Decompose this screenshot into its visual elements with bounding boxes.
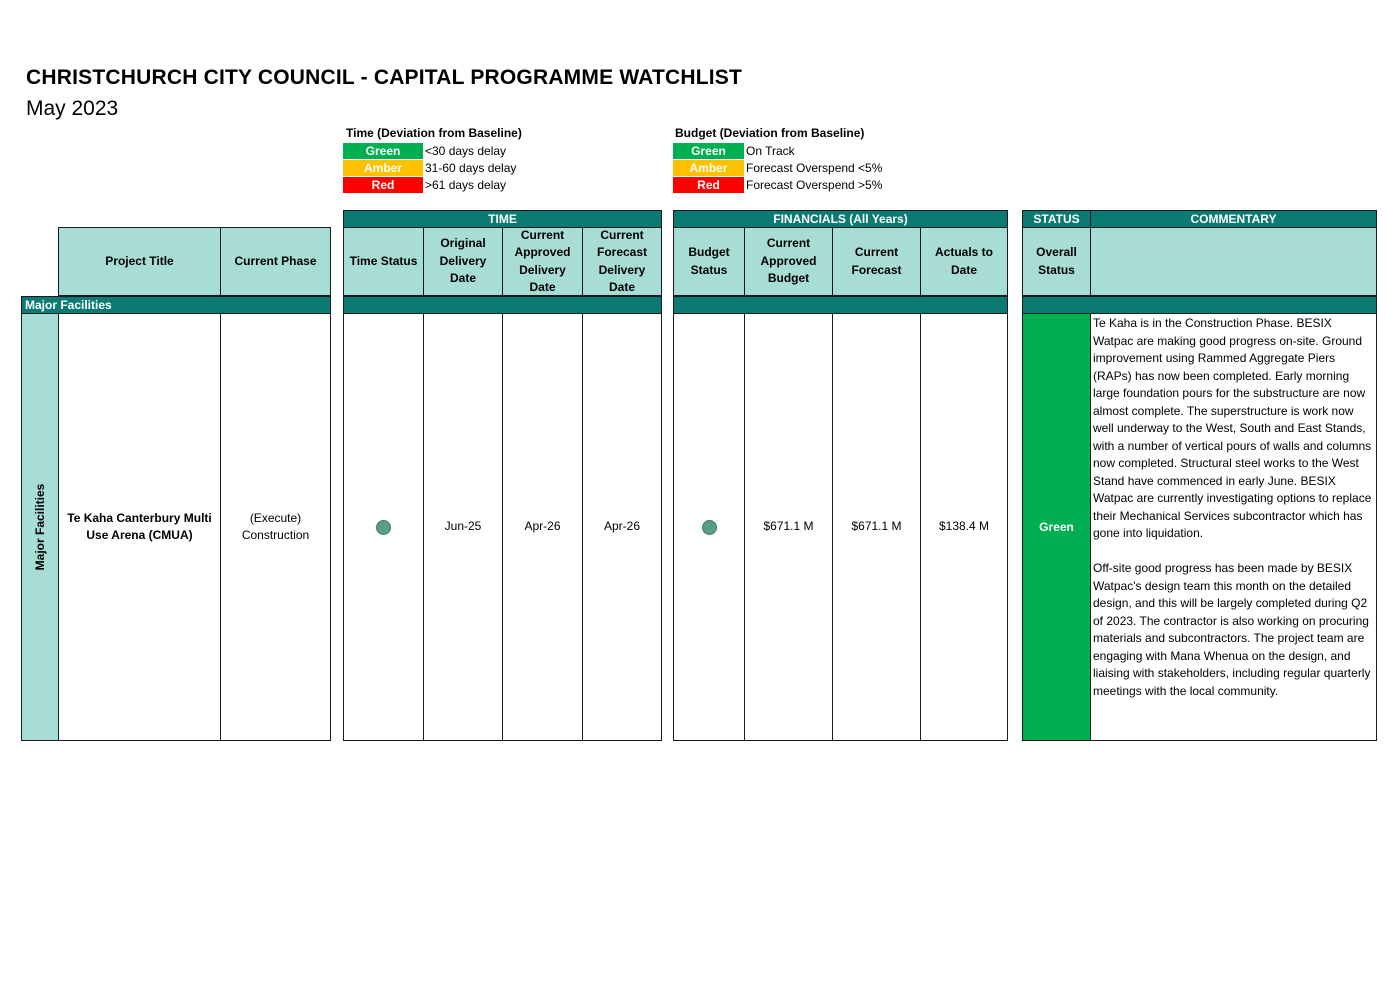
header-original-delivery-date: Original Delivery Date xyxy=(423,227,503,296)
commentary-band: COMMENTARY xyxy=(1090,210,1377,228)
status-band: STATUS xyxy=(1022,210,1091,228)
time-band: TIME xyxy=(343,210,662,228)
header-current-approved-budget: Current Approved Budget xyxy=(744,227,833,296)
cell-current-approved-budget: $671.1 M xyxy=(744,313,833,741)
time-status-indicator-icon xyxy=(376,520,391,535)
time-legend-red-desc: >61 days delay xyxy=(425,178,507,192)
section-vertical-label: Major Facilities xyxy=(33,483,47,571)
cell-original-delivery-date: Jun-25 xyxy=(423,313,503,741)
header-current-approved-delivery-date: Current Approved Delivery Date xyxy=(502,227,583,296)
header-actuals-to-date: Actuals to Date xyxy=(920,227,1008,296)
section-band-major-facilities: Major Facilities xyxy=(21,296,331,314)
header-budget-status: Budget Status xyxy=(673,227,745,296)
budget-legend-red-swatch: Red xyxy=(673,177,744,193)
budget-legend-title: Budget (Deviation from Baseline) xyxy=(675,126,865,140)
budget-legend-red-desc: Forecast Overspend >5% xyxy=(746,178,883,192)
cell-overall-status: Green xyxy=(1022,313,1091,741)
cell-current-forecast-delivery-date: Apr-26 xyxy=(582,313,662,741)
header-time-status: Time Status xyxy=(343,227,424,296)
cell-commentary xyxy=(1090,313,1377,741)
budget-status-indicator-icon xyxy=(702,520,717,535)
cell-actuals-to-date: $138.4 M xyxy=(920,313,1008,741)
cell-current-phase: (Execute) Construction xyxy=(220,313,331,741)
time-legend-amber-swatch: Amber xyxy=(343,160,423,176)
commentary-paragraph-2: Off-site good progress has been made by BESIX Watpac's design team this month on the detailed design, and this will be largely completed during Q2 of 2023. The contractor is also working on procuring materials and subcontractors. The project team are engaging with Mana Whenua on the design, and liaising with stakeholders, including regular quarterly meetings with the local community. xyxy=(1093,561,1371,698)
header-current-phase: Current Phase xyxy=(220,227,331,296)
budget-legend-amber-swatch: Amber xyxy=(673,160,744,176)
cell-budget-status xyxy=(673,313,745,741)
header-current-forecast-delivery-date: Current Forecast Delivery Date xyxy=(582,227,662,296)
cell-project-title: Te Kaha Canterbury Multi Use Arena (CMUA) xyxy=(58,313,221,741)
cell-current-forecast: $671.1 M xyxy=(832,313,921,741)
budget-legend-amber-desc: Forecast Overspend <5% xyxy=(746,161,883,175)
section-band-financials xyxy=(673,296,1008,314)
budget-legend-green-desc: On Track xyxy=(746,144,795,158)
budget-legend-green-swatch: Green xyxy=(673,143,744,159)
header-commentary-blank xyxy=(1090,227,1377,296)
time-legend-title: Time (Deviation from Baseline) xyxy=(346,126,522,140)
time-legend-green-desc: <30 days delay xyxy=(425,144,507,158)
time-legend-amber-desc: 31-60 days delay xyxy=(425,161,517,175)
section-band-status-commentary xyxy=(1022,296,1377,314)
page-subtitle: May 2023 xyxy=(26,97,119,120)
commentary-paragraph-1: Te Kaha is in the Construction Phase. BESIX Watpac are making good progress on-site. Ground improvement using Rammed Aggregate Piers (RAPs) has now been completed. Early morning large foundation pours for the substructure are now almost complete. The superstructure is work now well underway to the West, South and East Stands, with a number of vertical pours of walls and columns now completed. Structural steel works to the West Stand have commenced in early June. BESIX Watpac are currently investigating options to replace their Mechanical Services subcontractor which has gone into liquidation. xyxy=(1093,316,1372,540)
cell-time-status xyxy=(343,313,424,741)
cell-current-approved-delivery-date: Apr-26 xyxy=(502,313,583,741)
section-vertical-label-cell xyxy=(21,313,59,741)
page-title: CHRISTCHURCH CITY COUNCIL - CAPITAL PROGRAMME WATCHLIST xyxy=(26,66,743,89)
header-project-title: Project Title xyxy=(58,227,221,296)
section-band-time xyxy=(343,296,662,314)
financials-band: FINANCIALS (All Years) xyxy=(673,210,1008,228)
header-overall-status: Overall Status xyxy=(1022,227,1091,296)
time-legend-red-swatch: Red xyxy=(343,177,423,193)
time-legend-green-swatch: Green xyxy=(343,143,423,159)
header-current-forecast: Current Forecast xyxy=(832,227,921,296)
